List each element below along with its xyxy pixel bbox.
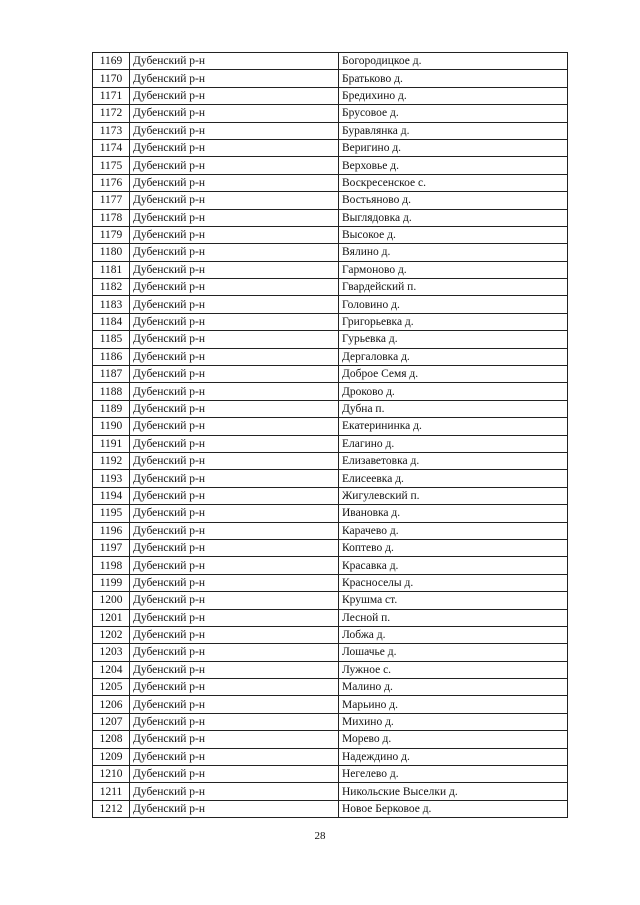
- table-row: [93, 122, 568, 139]
- row-number-cell: 1211: [93, 783, 130, 800]
- district-cell: Дубенский р-н: [130, 679, 339, 696]
- settlement-cell: Коптево д.: [339, 539, 568, 556]
- row-number-cell: 1169: [93, 53, 130, 70]
- table-row: [93, 557, 568, 574]
- table-row: [93, 261, 568, 278]
- row-number-cell: 1197: [93, 539, 130, 556]
- row-number-cell: 1210: [93, 766, 130, 783]
- settlement-cell: Дубна п.: [339, 400, 568, 417]
- settlement-cell: Брусовое д.: [339, 105, 568, 122]
- row-number-cell: 1202: [93, 626, 130, 643]
- settlement-cell: Крушма ст.: [339, 592, 568, 609]
- district-cell: Дубенский р-н: [130, 557, 339, 574]
- district-cell: Дубенский р-н: [130, 209, 339, 226]
- district-cell: Дубенский р-н: [130, 696, 339, 713]
- table-row: [93, 244, 568, 261]
- table-row: [93, 296, 568, 313]
- table-row: [93, 487, 568, 504]
- settlement-cell: Никольские Выселки д.: [339, 783, 568, 800]
- settlement-cell: Дроково д.: [339, 383, 568, 400]
- district-cell: Дубенский р-н: [130, 383, 339, 400]
- table-row: [93, 209, 568, 226]
- table-row: [93, 783, 568, 800]
- settlement-cell: Малино д.: [339, 679, 568, 696]
- table-row: [93, 348, 568, 365]
- row-number-cell: 1170: [93, 70, 130, 87]
- settlement-cell: Марьино д.: [339, 696, 568, 713]
- settlement-cell: Елизаветовка д.: [339, 452, 568, 469]
- row-number-cell: 1204: [93, 661, 130, 678]
- table-row: [93, 505, 568, 522]
- district-cell: Дубенский р-н: [130, 122, 339, 139]
- row-number-cell: 1200: [93, 592, 130, 609]
- district-cell: Дубенский р-н: [130, 53, 339, 70]
- row-number-cell: 1212: [93, 800, 130, 817]
- row-number-cell: 1183: [93, 296, 130, 313]
- settlement-cell: Лужное с.: [339, 661, 568, 678]
- district-cell: Дубенский р-н: [130, 226, 339, 243]
- district-cell: Дубенский р-н: [130, 139, 339, 156]
- district-cell: Дубенский р-н: [130, 348, 339, 365]
- district-cell: Дубенский р-н: [130, 470, 339, 487]
- district-cell: Дубенский р-н: [130, 713, 339, 730]
- district-cell: Дубенский р-н: [130, 105, 339, 122]
- row-number-cell: 1191: [93, 435, 130, 452]
- table-row: [93, 279, 568, 296]
- row-number-cell: 1198: [93, 557, 130, 574]
- settlement-cell: Богородицкое д.: [339, 53, 568, 70]
- row-number-cell: 1172: [93, 105, 130, 122]
- district-cell: Дубенский р-н: [130, 87, 339, 104]
- table-row: [93, 383, 568, 400]
- row-number-cell: 1177: [93, 192, 130, 209]
- district-cell: Дубенский р-н: [130, 400, 339, 417]
- table-row: [93, 418, 568, 435]
- settlement-cell: Дергаловка д.: [339, 348, 568, 365]
- table-row: [93, 174, 568, 191]
- table-row: [93, 644, 568, 661]
- district-cell: Дубенский р-н: [130, 661, 339, 678]
- settlement-cell: Красноселы д.: [339, 574, 568, 591]
- row-number-cell: 1196: [93, 522, 130, 539]
- row-number-cell: 1193: [93, 470, 130, 487]
- table-row: [93, 157, 568, 174]
- district-cell: Дубенский р-н: [130, 452, 339, 469]
- row-number-cell: 1174: [93, 139, 130, 156]
- settlement-cell: Елагино д.: [339, 435, 568, 452]
- row-number-cell: 1181: [93, 261, 130, 278]
- row-number-cell: 1188: [93, 383, 130, 400]
- table-row: [93, 731, 568, 748]
- row-number-cell: 1194: [93, 487, 130, 504]
- row-number-cell: 1175: [93, 157, 130, 174]
- table-row: [93, 800, 568, 817]
- district-cell: Дубенский р-н: [130, 366, 339, 383]
- row-number-cell: 1182: [93, 279, 130, 296]
- district-cell: Дубенский р-н: [130, 800, 339, 817]
- row-number-cell: 1173: [93, 122, 130, 139]
- settlement-cell: Ивановка д.: [339, 505, 568, 522]
- table-row: [93, 139, 568, 156]
- district-cell: Дубенский р-н: [130, 174, 339, 191]
- settlement-cell: Бредихино д.: [339, 87, 568, 104]
- row-number-cell: 1201: [93, 609, 130, 626]
- settlement-cell: Головино д.: [339, 296, 568, 313]
- settlement-cell: Гвардейский п.: [339, 279, 568, 296]
- table-row: [93, 766, 568, 783]
- row-number-cell: 1184: [93, 313, 130, 330]
- district-cell: Дубенский р-н: [130, 626, 339, 643]
- settlement-cell: Михино д.: [339, 713, 568, 730]
- row-number-cell: 1205: [93, 679, 130, 696]
- settlement-cell: Гармоново д.: [339, 261, 568, 278]
- table-row: [93, 70, 568, 87]
- settlement-cell: Выглядовка д.: [339, 209, 568, 226]
- settlement-cell: Григорьевка д.: [339, 313, 568, 330]
- settlement-cell: Братьково д.: [339, 70, 568, 87]
- table-row: [93, 522, 568, 539]
- table-row: [93, 87, 568, 104]
- settlements-table: [92, 52, 568, 818]
- settlement-cell: Доброе Семя д.: [339, 366, 568, 383]
- settlement-cell: Екатерининка д.: [339, 418, 568, 435]
- row-number-cell: 1178: [93, 209, 130, 226]
- row-number-cell: 1199: [93, 574, 130, 591]
- table-row: [93, 313, 568, 330]
- table-row: [93, 366, 568, 383]
- district-cell: Дубенский р-н: [130, 418, 339, 435]
- settlement-cell: Воскресенское с.: [339, 174, 568, 191]
- district-cell: Дубенский р-н: [130, 192, 339, 209]
- row-number-cell: 1176: [93, 174, 130, 191]
- row-number-cell: 1195: [93, 505, 130, 522]
- settlement-cell: Верховье д.: [339, 157, 568, 174]
- settlement-cell: Жигулевский п.: [339, 487, 568, 504]
- table-row: [93, 226, 568, 243]
- district-cell: Дубенский р-н: [130, 244, 339, 261]
- settlements-table-body: [93, 53, 568, 818]
- district-cell: Дубенский р-н: [130, 748, 339, 765]
- row-number-cell: 1185: [93, 331, 130, 348]
- district-cell: Дубенский р-н: [130, 331, 339, 348]
- table-row: [93, 539, 568, 556]
- row-number-cell: 1206: [93, 696, 130, 713]
- settlement-cell: Востьяново д.: [339, 192, 568, 209]
- table-row: [93, 592, 568, 609]
- district-cell: Дубенский р-н: [130, 592, 339, 609]
- district-cell: Дубенский р-н: [130, 731, 339, 748]
- row-number-cell: 1189: [93, 400, 130, 417]
- table-row: [93, 331, 568, 348]
- row-number-cell: 1192: [93, 452, 130, 469]
- table-row: [93, 713, 568, 730]
- district-cell: Дубенский р-н: [130, 261, 339, 278]
- table-row: [93, 679, 568, 696]
- district-cell: Дубенский р-н: [130, 157, 339, 174]
- row-number-cell: 1207: [93, 713, 130, 730]
- settlement-cell: Вялино д.: [339, 244, 568, 261]
- settlement-cell: Надеждино д.: [339, 748, 568, 765]
- row-number-cell: 1190: [93, 418, 130, 435]
- page-number: 28: [314, 830, 326, 842]
- table-row: [93, 609, 568, 626]
- settlement-cell: Гурьевка д.: [339, 331, 568, 348]
- table-row: [93, 400, 568, 417]
- row-number-cell: 1187: [93, 366, 130, 383]
- settlement-cell: Елисеевка д.: [339, 470, 568, 487]
- table-row: [93, 748, 568, 765]
- table-row: [93, 105, 568, 122]
- settlement-cell: Морево д.: [339, 731, 568, 748]
- district-cell: Дубенский р-н: [130, 505, 339, 522]
- table-row: [93, 192, 568, 209]
- row-number-cell: 1171: [93, 87, 130, 104]
- row-number-cell: 1179: [93, 226, 130, 243]
- district-cell: Дубенский р-н: [130, 574, 339, 591]
- table-row: [93, 53, 568, 70]
- table-row: [93, 696, 568, 713]
- settlement-cell: Лошачье д.: [339, 644, 568, 661]
- row-number-cell: 1203: [93, 644, 130, 661]
- settlement-cell: Новое Берковое д.: [339, 800, 568, 817]
- row-number-cell: 1209: [93, 748, 130, 765]
- row-number-cell: 1180: [93, 244, 130, 261]
- settlement-cell: Лесной п.: [339, 609, 568, 626]
- district-cell: Дубенский р-н: [130, 766, 339, 783]
- table-row: [93, 452, 568, 469]
- district-cell: Дубенский р-н: [130, 435, 339, 452]
- table-row: [93, 435, 568, 452]
- table-row: [93, 574, 568, 591]
- district-cell: Дубенский р-н: [130, 644, 339, 661]
- district-cell: Дубенский р-н: [130, 313, 339, 330]
- settlement-cell: Красавка д.: [339, 557, 568, 574]
- settlement-cell: Негелево д.: [339, 766, 568, 783]
- settlement-cell: Лобжа д.: [339, 626, 568, 643]
- district-cell: Дубенский р-н: [130, 522, 339, 539]
- district-cell: Дубенский р-н: [130, 296, 339, 313]
- table-row: [93, 626, 568, 643]
- district-cell: Дубенский р-н: [130, 539, 339, 556]
- table-row: [93, 661, 568, 678]
- row-number-cell: 1208: [93, 731, 130, 748]
- district-cell: Дубенский р-н: [130, 70, 339, 87]
- settlement-cell: Высокое д.: [339, 226, 568, 243]
- district-cell: Дубенский р-н: [130, 783, 339, 800]
- table-row: [93, 470, 568, 487]
- district-cell: Дубенский р-н: [130, 279, 339, 296]
- settlement-cell: Буравлянка д.: [339, 122, 568, 139]
- settlement-cell: Карачево д.: [339, 522, 568, 539]
- district-cell: Дубенский р-н: [130, 487, 339, 504]
- row-number-cell: 1186: [93, 348, 130, 365]
- settlement-cell: Веригино д.: [339, 139, 568, 156]
- district-cell: Дубенский р-н: [130, 609, 339, 626]
